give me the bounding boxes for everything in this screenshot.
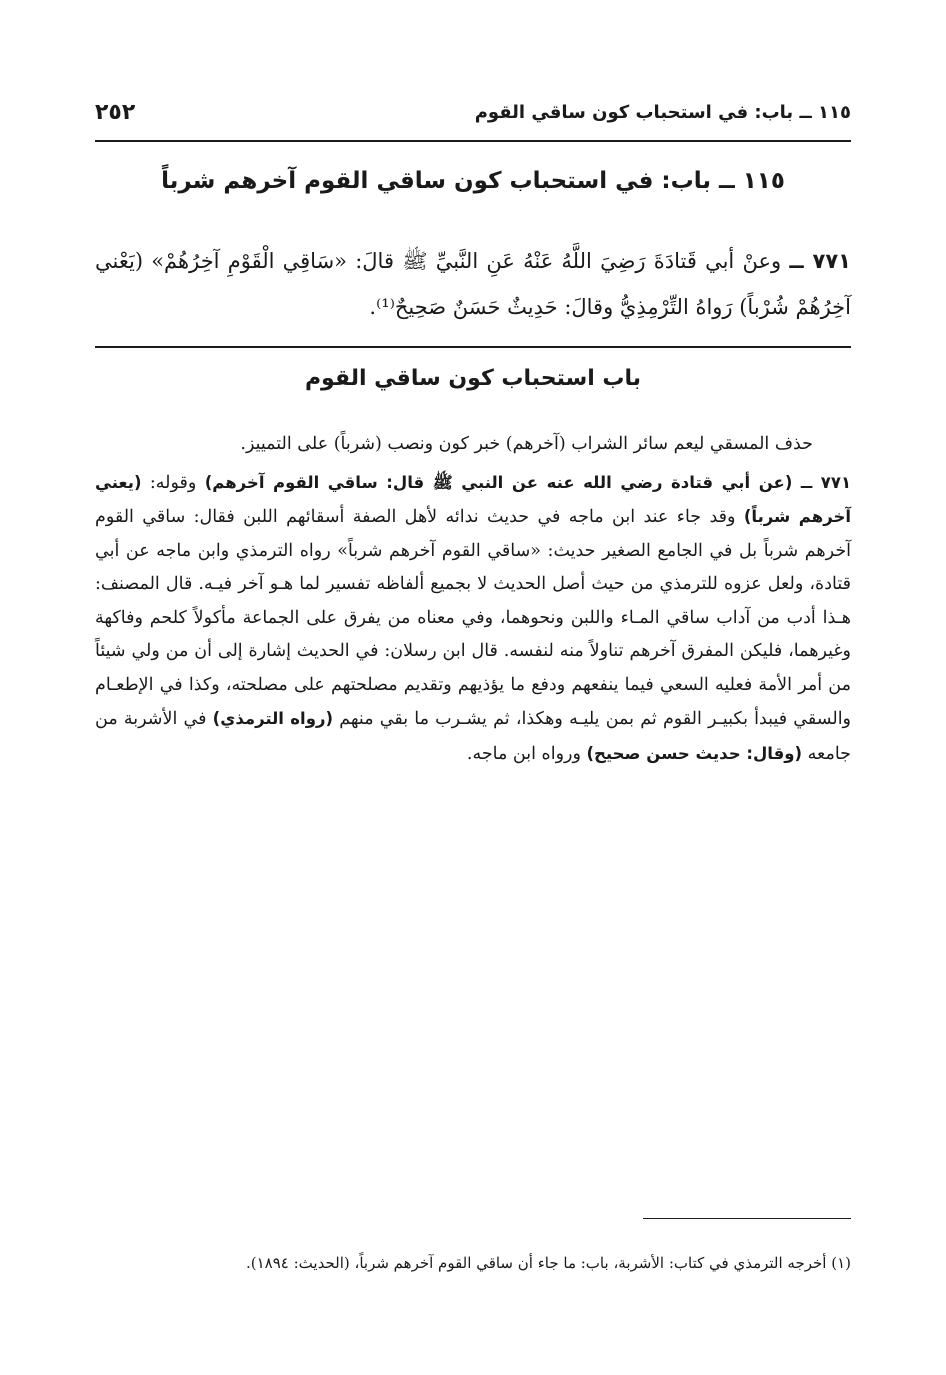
hadith-text bbox=[95, 238, 851, 330]
commentary-quote: (رواه الترمذي) bbox=[212, 709, 333, 728]
commentary-quote: (يعني آخرهم شرباً) bbox=[95, 472, 852, 526]
commentary-intro: حذف المسقي ليعم سائر الشراب (آخرهم) خبر كون ونصب (شرباً) على التمييز. bbox=[240, 434, 813, 454]
commentary-body bbox=[95, 466, 851, 772]
commentary bbox=[95, 428, 851, 771]
commentary-quote: ٧٧١ ــ (عن أبي قتادة رضي الله عنه عن النبي ﷺ قال: ساقي القوم آخرهم) bbox=[204, 472, 852, 492]
running-head bbox=[95, 92, 851, 132]
chapter-heading: ١١٥ ــ باب: في استحباب كون ساقي القوم آخرهم شرباً bbox=[161, 168, 785, 194]
commentary-text: ورواه ابن ماجه. bbox=[466, 743, 587, 764]
commentary-text: وقد جاء عند ابن ماجه في حديث ندائه لأهل الصفة أسقائهم اللبن فقال: ساقي القوم آخرهم شرباً بل في الجامع الصغير حديث: «ساقي القوم آخرهم شرباً» رواه الترمذي وابن ماجه عن أبي قتادة، ولعل عزوه للترمذي من حيث أصل الحديث لا بجميع ألفاظه تفسير لما هـو آخر فيـه. قال المصنف: هـذا أدب من آداب ساقي المـاء واللبن ونحوهما، وفي معناه من يفرق على الجماعة مأكولاً كلحم وفاكهة وغيرهما، فليكن المفرق آخرهم تناولاً منه لنفسه. قال ابن رسلان: في الحديث إشارة إلى أن من ولي شيئاً من أمر الأمة فعليه السعي فيما ينفعهم ودفع ما يؤذيهم وتقديم مصلحتهم على مصلحته، وكذا في الإطعـام والسقي فيبدأ بكبيـر القوم ثم بمن يليـه وهكذا، ثم يشـرب ما بقي منهم bbox=[95, 507, 852, 729]
running-title: ١١٥ ــ باب: في استحباب كون ساقي القوم bbox=[474, 101, 851, 123]
hadith-body: وعنْ أبي قَتادَةَ رَضِيَ اللَّهُ عَنْهُ عَنِ النَّبيِّ ﷺ قالَ: «سَاقِي الْقَوْمِ آخِرُهُمْ» (يَعْني آخِرُهُمْ شُرْباً) رَواهُ التِّرْمِذِيُّ وقالَ: حَدِيثٌ حَسَنٌ صَحِيحٌ⁽¹⁾. bbox=[95, 249, 851, 319]
commentary-heading: باب استحباب كون ساقي القوم bbox=[304, 366, 642, 391]
commentary-text: وقوله: bbox=[141, 472, 205, 493]
footnote: (١) أخرجه الترمذي في كتاب: الأشربة، باب: ما جاء أن ساقي القوم آخرهم شرباً، (الحديث: ١٨٩٤). bbox=[245, 1254, 851, 1272]
footnote-rule bbox=[643, 1218, 851, 1219]
commentary-text: في الأشربة من جامعه bbox=[95, 709, 851, 764]
page-number: ٢٥٢ bbox=[95, 99, 136, 125]
section-divider bbox=[95, 346, 851, 348]
commentary-quote: (وقال: حديث حسن صحيح) bbox=[586, 743, 803, 763]
header-rule bbox=[95, 140, 851, 142]
hadith-number: ٧٧١ ــ bbox=[789, 249, 851, 273]
